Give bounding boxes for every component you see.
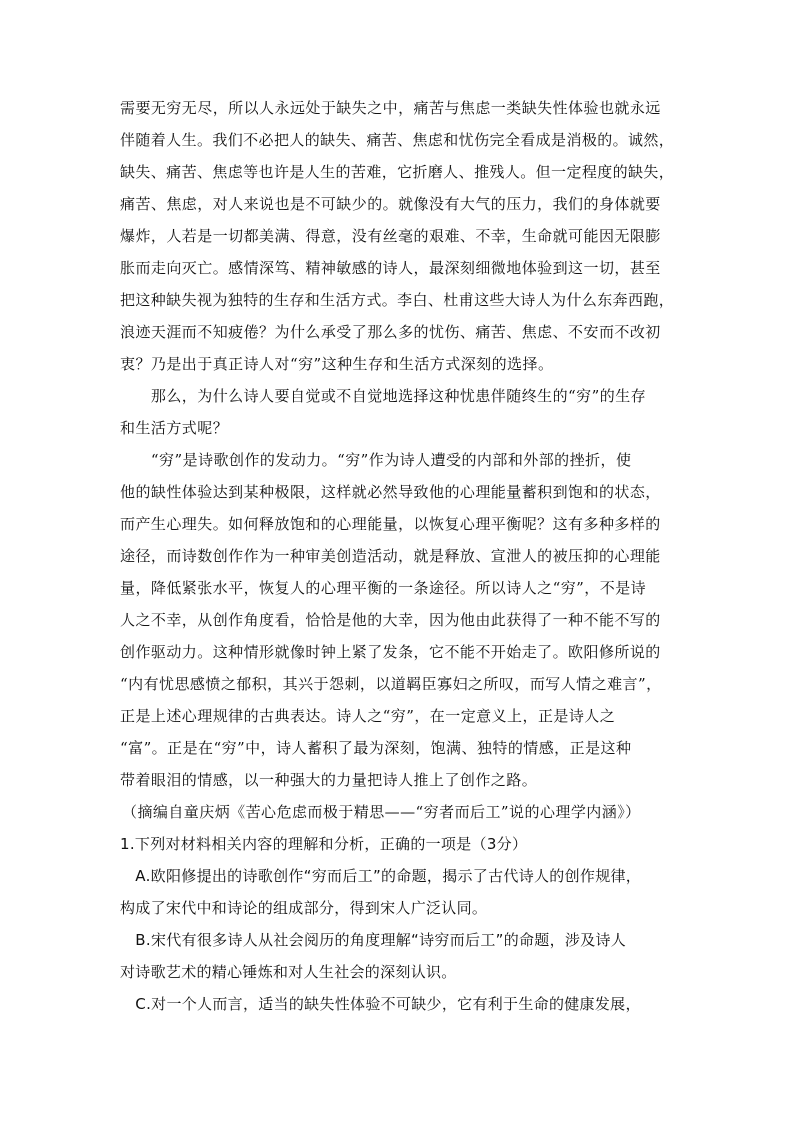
passage-line-4: 痛苦、焦虑，对人来说也是不可缺少的。就像没有大气的压力，我们的身体就要 [120,195,661,213]
passage-line-12: “穷”是诗歌创作的发动力。“穷”作为诗人遭受的内部和外部的挫折，使 [120,451,632,469]
passage-line-19: “内有忧思感愤之郁积，其兴于怨刺，以道羁臣寡妇之所叹，而写人情之难言”， [120,675,662,693]
option-b-line-2: 对诗歌艺术的精心锤炼和对人生社会的深刻认识。 [120,963,457,981]
passage-line-22: 带着眼泪的情感，以一种强大的力量把诗人推上了创作之路。 [120,771,538,789]
question-stem: 1.下列对材料相关内容的理解和分析，正确的一项是（3分） [120,835,528,853]
passage-line-16: 量，降低紧张水平，恢复人的心理平衡的一条途径。所以诗人之“穷”，不是诗 [120,579,647,597]
passage-line-7: 把这种缺失视为独特的生存和生活方式。李白、杜甫这些大诗人为什么东奔西跑， [120,291,675,309]
passage-line-10: 那么，为什么诗人要自觉或不自觉地选择这种忧患伴随终生的“穷”的生存 [120,387,647,405]
passage-line-6: 胀而走向灭亡。感情深笃、精神敏感的诗人，最深刻细微地体验到这一切，甚至 [120,259,661,277]
option-c-line-1: C.对一个人而言，适当的缺失性体验不可缺少，它有利于生命的健康发展， [120,995,641,1013]
passage-line-18: 创作驱动力。这种情形就像时钟上紧了发条，它不能不开始走了。欧阳修所说的 [120,643,661,661]
passage-line-2: 伴随着人生。我们不必把人的缺失、痛苦、焦虑和忧伤完全看成是消极的。诚然， [120,131,675,149]
passage-line-15: 途径，而诗数创作作为一种审美创造活动，就是释放、宣泄人的被压抑的心理能 [120,547,661,565]
passage-line-9: 衷？乃是出于真正诗人对“穷”这种生存和生活方式深刻的选择。 [120,355,554,373]
passage-line-11: 和生活方式呢？ [120,419,229,437]
passage-line-5: 爆炸，人若是一切都美满、得意，没有丝毫的艰难、不幸，生命就可能因无限膨 [120,227,661,245]
option-a-line-1: A.欧阳修提出的诗歌创作“穷而后工”的命题，揭示了古代诗人的创作规律， [120,867,642,885]
passage-line-20: 正是上述心理规律的古典表达。诗人之“穷”，在一定意义上，正是诗人之 [120,707,616,725]
passage-line-17: 人之不幸，从创作角度看，恰恰是他的大幸，因为他由此获得了一种不能不写的 [120,611,661,629]
source-note: （摘编自童庆炳《苦心危虑而极于精思——“穷者而后工”说的心理学内涵》） [122,803,641,821]
passage-line-1: 需要无穷无尽，所以人永远处于缺失之中，痛苦与焦虑一类缺失性体验也就永远 [120,99,661,117]
passage-line-8: 浪迹天涯而不知疲倦？为什么承受了那么多的忧伤、痛苦、焦虑、不安而不改初 [120,323,661,341]
option-b-line-1: B.宋代有很多诗人从社会阅历的角度理解“诗穷而后工”的命题，涉及诗人 [120,931,627,949]
passage-line-21: “富”。正是在“穷”中，诗人蓄积了最为深刻，饱满、独特的情感，正是这种 [120,739,632,757]
passage-line-14: 而产生心理失。如何释放饱和的心理能量，以恢复心理平衡呢？这有多种多样的 [120,515,661,533]
passage-line-3: 缺失、痛苦、焦虑等也许是人生的苦难，它折磨人、推残人。但一定程度的缺失， [120,163,675,181]
passage-line-13: 他的缺性体验达到某种极限，这样就必然导致他的心理能量蓄积到饱和的状态， [120,483,661,501]
option-a-line-2: 构成了宋代中和诗论的组成部分，得到宋人广泛认同。 [120,899,488,917]
